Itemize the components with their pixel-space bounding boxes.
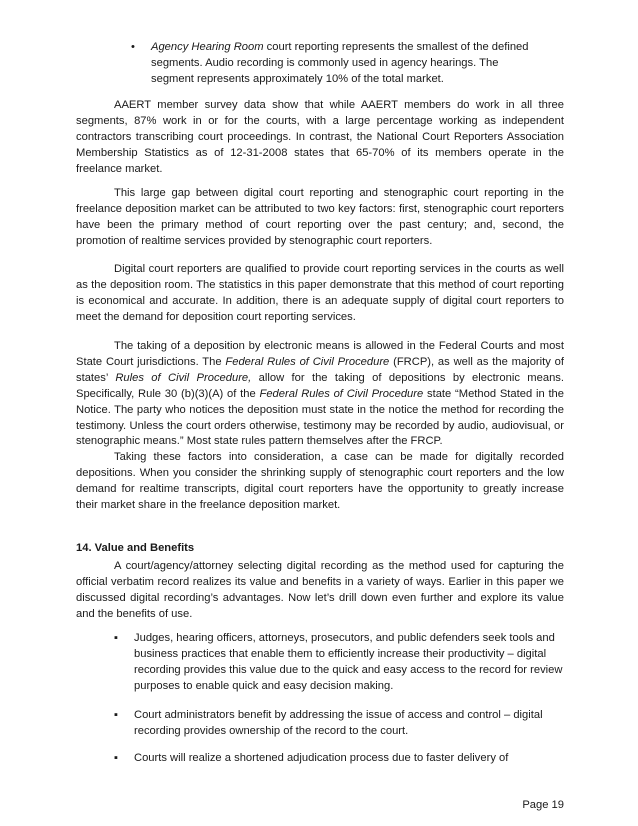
benefit-text: Court administrators benefit by addressing the issue of access and control – digital recording provides ownership of the record to the court. bbox=[134, 709, 543, 737]
p4-italic-state-rules: Rules of Civil Procedure, bbox=[115, 371, 252, 384]
paragraph-deposition-rules bbox=[76, 339, 564, 450]
paragraph-digital-reporters: Digital court reporters are qualified to provide court reporting services in the courts as well as the deposition room. The statistics in this paper demonstrate that this method of court reporting is economical and accurate. In addition, there is an adequate supply of digital court reporters to meet the demand for deposition court reporting services. bbox=[76, 263, 564, 323]
benefit-text: Courts will realize a shortened adjudication process due to faster delivery of bbox=[134, 752, 509, 764]
bullet-rest: court reporting represents the smallest of the defined segments. Audio recording is commonly used in agency hearings. The segment represents approximately 10% of the total market. bbox=[151, 41, 529, 85]
paragraph-aaert-survey: AAERT member survey data show that while AAERT members do work in all three segments, 87% work in or for the courts, with a large percentage working as independent contractors transcribing court proceedings. In contrast, the National Court Reporters Association Membership Statistics as of 12-31-2008 states that 65-70% of its members operate in the freelance market. bbox=[76, 99, 564, 175]
section-heading: 14. Value and Benefits bbox=[76, 542, 195, 554]
p4-text-a: The taking of a deposition by electronic means is allowed in the Federal Courts and most State Court jurisdictions. The bbox=[76, 340, 564, 368]
p4-text-g: state “Method Stated in the Notice. The party who notices the deposition must state in the notice the method for recording the testimony. Unless the court orders otherwise, testimony may be recorded by audio, audiovisual, or stenographic means.” Most state rules pattern themselves after the FRCP. bbox=[76, 387, 564, 448]
p4-italic-frcp-2: Federal Rules of Civil Procedure bbox=[259, 387, 424, 400]
p4-text-c: (FRCP), as well as the majority of states’ bbox=[76, 355, 564, 384]
paragraph-case-for-digital: Taking these factors into consideration, a case can be made for digitally recorded depositions. When you consider the shrinking supply of stenographic court reporters and the low demand for realtime transcripts, digital court reporters have the opportunity to greatly increase their market share in the freelance deposition market. bbox=[76, 451, 564, 511]
bullet-italic-term: Agency Hearing Room bbox=[151, 41, 264, 53]
page-number: Page 19 bbox=[522, 799, 564, 811]
p4-text-e: allow for the taking of depositions by electronic means. Specifically, Rule 30 (b)(3)(A) of the bbox=[76, 371, 564, 400]
benefit-marker: ▪ bbox=[114, 632, 118, 644]
benefit-marker: ▪ bbox=[114, 709, 118, 721]
p4-italic-frcp: Federal Rules of Civil Procedure bbox=[225, 355, 390, 368]
benefit-marker: ▪ bbox=[114, 752, 118, 764]
paragraph-value-intro: A court/agency/attorney selecting digital recording as the method used for capturing the official verbatim record realizes its value and benefits in a variety of ways. Earlier in this paper we discussed digital recording’s advantages. Now let’s drill down even further and explore its value and the benefits of use. bbox=[76, 560, 564, 620]
paragraph-gap-factors: This large gap between digital court reporting and stenographic court reporting in the freelance deposition market can be attributed to two key factors: first, stenographic court reporters have been the primary method of court reporting over the past century; and, second, the promotion of realtime services provided by stenographic court reporters. bbox=[76, 187, 564, 247]
bullet-text bbox=[151, 40, 544, 88]
bullet-marker: • bbox=[131, 41, 135, 53]
benefit-text: Judges, hearing officers, attorneys, prosecutors, and public defenders seek tools and business practices that enable them to efficiently increase their productivity – digital recording provides this value due to the quick and easy access to the record for review purposes to enable quick and easy decision making. bbox=[134, 632, 563, 692]
